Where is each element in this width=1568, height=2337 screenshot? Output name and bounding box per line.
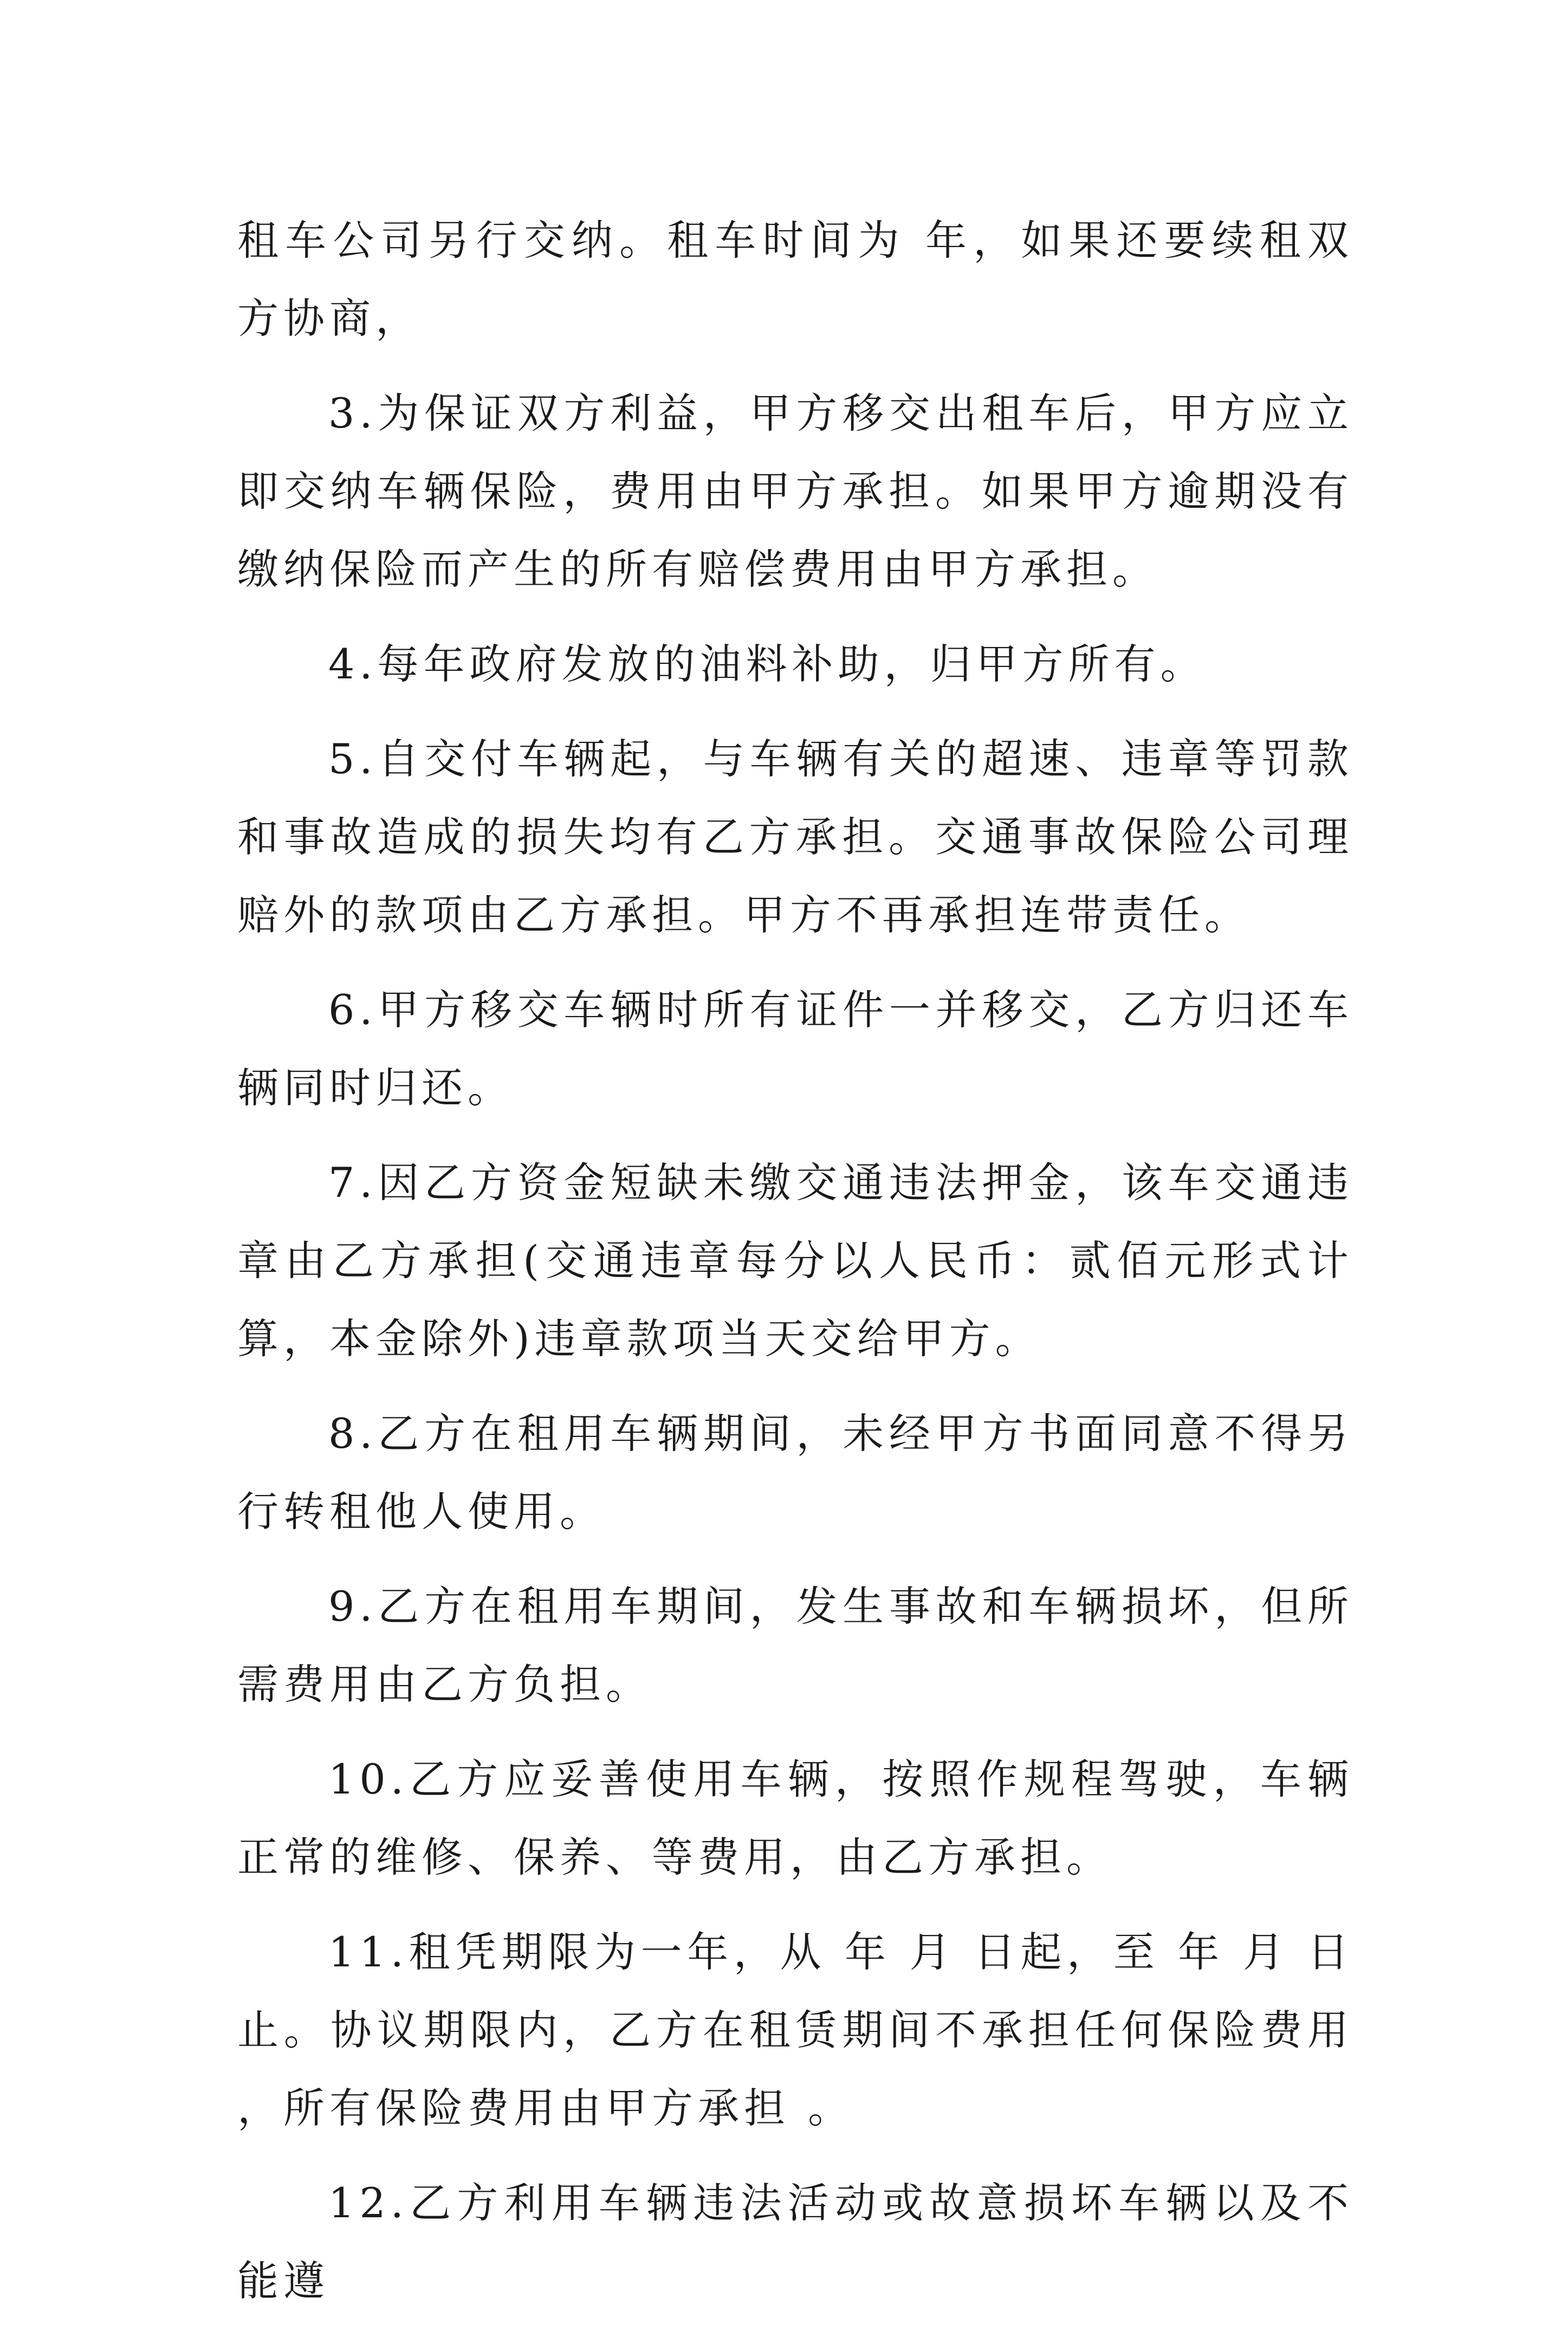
clause-11: 11.租凭期限为一年，从 年 月 日起，至 年 月 日止。协议期限内，乙方在租赁期间不承担任何保险费用 ，所有保险费用由甲方承担 。 xyxy=(237,1928,1372,2132)
paragraph-continuation: 租车公司另行交纳。租车时间为 年，如果还要续租双方协商， xyxy=(237,216,1353,342)
clause-3: 3.为保证双方利益，甲方移交出租车后，甲方应立即交纳车辆保险，费用由甲方承担。如果甲方逾期没有缴纳保险而产生的所有赔偿费用由甲方承担。 xyxy=(237,389,1353,593)
clause-10: 10.乙方应妥善使用车辆，按照作规程驾驶，车辆正常的维修、保养、等费用，由乙方承担。 xyxy=(237,1755,1353,1881)
clause-4: 4.每年政府发放的油料补助，归甲方所有。 xyxy=(328,640,1207,688)
clause-12: 12.乙方利用车辆违法活动或故意损坏车辆以及不能遵 xyxy=(237,2179,1353,2305)
document-body xyxy=(237,202,1372,2337)
clause-7: 7.因乙方资金短缺未缴交通违法押金，该车交通违章由乙方承担(交通违章每分以人民币：贰佰元形式计算，本金除外)违章款项当天交给甲方。 xyxy=(237,1158,1353,1363)
clause-9: 9.乙方在租用车期间，发生事故和车辆损坏，但所需费用由乙方负担。 xyxy=(237,1582,1353,1708)
clause-6: 6.甲方移交车辆时所有证件一并移交，乙方归还车辆同时归还。 xyxy=(237,986,1353,1112)
clause-5: 5.自交付车辆起，与车辆有关的超速、违章等罚款和事故造成的损失均有乙方承担。交通事故保险公司理赔外的款项由乙方承担。甲方不再承担连带责任。 xyxy=(237,735,1353,939)
clause-8: 8.乙方在租用车辆期间，未经甲方书面同意不得另行转租他人使用。 xyxy=(237,1409,1353,1536)
